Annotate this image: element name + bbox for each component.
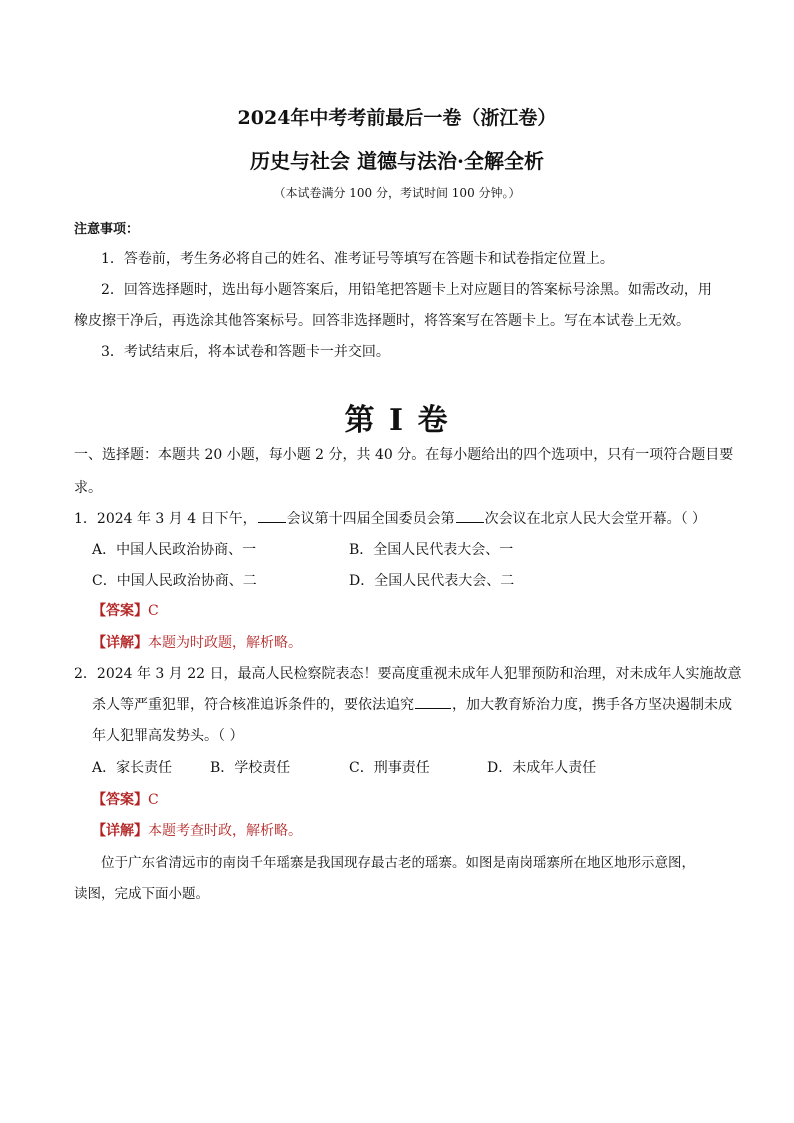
exam-note: （本试卷满分 100 分，考试时间 100 分钟。） [273,186,521,200]
question-1-option-b: B．全国人民代表大会、一 [349,542,514,558]
answer-label: 【答案】 [92,603,148,619]
detail-label: 【详解】 [92,823,148,839]
question-1-option-c: C．中国人民政治协商、二 [92,573,257,589]
question-1-stem-a: 1．2024 年 3 月 4 日下午， [74,511,257,527]
exam-subtitle: 历史与社会 道德与法治·全解全析 [250,149,544,173]
notice-item-2-line-2: 橡皮擦干净后，再选涂其他答案标号。回答非选择题时，将答案写在答题卡上。写在本试卷上无效。 [74,313,690,329]
detail-text: 本题考查时政，解析略。 [148,823,302,839]
question-1-option-d: D．全国人民代表大会、二 [349,573,515,589]
notice-item-2-line-1: 2．回答选择题时，选出每小题答案后，用铅笔把答题卡上对应题目的答案标号涂黑。如需改动，用 [101,282,712,298]
notice-heading: 注意事项： [74,222,140,237]
answer-blank [258,510,286,523]
question-2-option-c: C．刑事责任 [349,760,430,776]
answer-label: 【答案】 [92,792,148,808]
passage-line-1: 位于广东省清远市的南岗千年瑶寨是我国现存最古老的瑶寨。如图是南岗瑶寨所在地区地形示意图， [101,855,695,871]
question-2-stem-2b: ，加大教育矫治力度，携手各方坚决遏制未成 [452,697,732,713]
question-2-stem-line-2 [92,694,732,714]
question-2-option-d: D．未成年人责任 [487,760,597,776]
question-2-detail [92,820,302,840]
detail-label: 【详解】 [92,635,148,651]
question-2-stem-2a: 杀人等严重犯罪，符合核准追诉条件的，要依法追究 [92,697,414,713]
notice-item-3: 3．考试结束后，将本试卷和答题卡一并交回。 [101,344,390,360]
question-2-option-b: B．学校责任 [210,760,291,776]
question-2-option-a: A．家长责任 [92,760,173,776]
section-instructions-line-2: 求。 [74,480,102,496]
answer-value: C [148,792,159,808]
question-2-answer [92,789,159,809]
answer-blank [456,510,484,523]
question-2-stem-line-3: 年人犯罪高发势头。（ ） [92,728,244,744]
section-instructions-line-1: 一、选择题：本题共 20 小题，每小题 2 分，共 40 分。在每小题给出的四个选项中，只有一项符合题目要 [74,447,734,463]
question-1-stem [74,508,706,528]
notice-item-1: 1．答卷前，考生务必将自己的姓名、准考证号等填写在答题卡和试卷指定位置上。 [101,251,614,267]
question-1-answer [92,600,159,620]
answer-blank [415,696,451,709]
exam-title: 2024年中考考前最后一卷（浙江卷） [237,107,557,129]
volume-heading: 第 I 卷 [344,403,450,438]
passage-line-2: 读图，完成下面小题。 [74,886,209,902]
detail-text: 本题为时政题，解析略。 [148,635,302,651]
question-1-detail [92,632,302,652]
question-1-option-a: A．中国人民政治协商、一 [92,542,257,558]
answer-value: C [148,603,159,619]
question-1-stem-c: 次会议在北京人民大会堂开幕。（ ） [484,511,707,527]
question-1-stem-b: 会议第十四届全国委员会第 [286,511,455,527]
question-2-stem-line-1: 2．2024 年 3 月 22 日，最高人民检察院表态！要高度重视未成年人犯罪预防和治理，对未成年人实施故意 [74,666,742,682]
